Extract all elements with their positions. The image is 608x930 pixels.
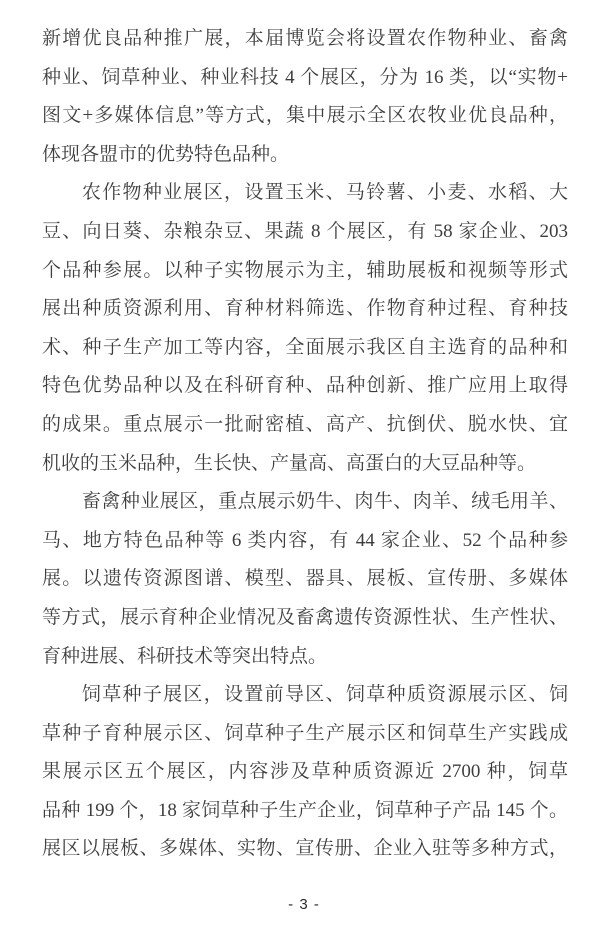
text-line: 展区以展板、多媒体、实物、宣传册、企业入驻等多种方式， (42, 838, 568, 860)
page-footer (0, 896, 608, 914)
text-line: 体现各盟市的优势特色品种。 (42, 143, 290, 165)
text-line: 等方式，展示育种企业情况及畜禽遗传资源性状、生产性状、 (42, 606, 568, 628)
text-line: 饲草种子展区，设置前导区、饲草种质资源展示区、饲 (81, 684, 568, 706)
text-line: 个品种参展。以种子实物展示为主，辅助展板和视频等形式 (42, 259, 568, 281)
paragraph (42, 483, 568, 676)
text-line: 图文+多媒体信息”等方式，集中展示全区农牧业优良品种， (42, 105, 568, 127)
document-body (42, 20, 568, 869)
text-line: 的成果。重点展示一批耐密植、高产、抗倒伏、脱水快、宜 (42, 413, 568, 435)
text-line: 术、种子生产加工等内容，全面展示我区自主选育的品种和 (42, 336, 568, 358)
text-line: 机收的玉米品种，生长快、产量高、高蛋白的大豆品种等。 (42, 452, 537, 474)
text-line: 畜禽种业展区，重点展示奶牛、肉牛、肉羊、绒毛用羊、 (81, 491, 568, 513)
paragraph (42, 174, 568, 483)
paragraph (42, 20, 568, 174)
text-line: 农作物种业展区，设置玉米、马铃薯、小麦、水稻、大 (81, 182, 568, 204)
text-line: 果展示区五个展区，内容涉及草种质资源近 2700 种，饲草 (42, 761, 568, 783)
page-number: - 3 - (288, 896, 320, 913)
paragraph (42, 676, 568, 869)
text-line: 品种 199 个，18 家饲草种子生产企业，饲草种子产品 145 个。 (42, 799, 568, 821)
text-line: 特色优势品种以及在科研育种、品种创新、推广应用上取得 (42, 375, 568, 397)
text-line: 展。以遗传资源图谱、模型、器具、展板、宣传册、多媒体 (42, 568, 568, 590)
text-line: 草种子育种展示区、饲草种子生产展示区和饲草生产实践成 (42, 722, 568, 744)
text-line: 育种进展、科研技术等突出特点。 (42, 645, 328, 667)
text-line: 展出种质资源利用、育种材料筛选、作物育种过程、育种技 (42, 298, 568, 320)
text-line: 马、地方特色品种等 6 类内容，有 44 家企业、52 个品种参 (42, 529, 568, 551)
text-line: 豆、向日葵、杂粮杂豆、果蔬 8 个展区，有 58 家企业、203 (42, 220, 568, 242)
text-line: 新增优良品种推广展，本届博览会将设置农作物种业、畜禽 (42, 28, 568, 49)
text-line: 种业、饲草种业、种业科技 4 个展区，分为 16 类，以“实物+ (42, 66, 568, 88)
